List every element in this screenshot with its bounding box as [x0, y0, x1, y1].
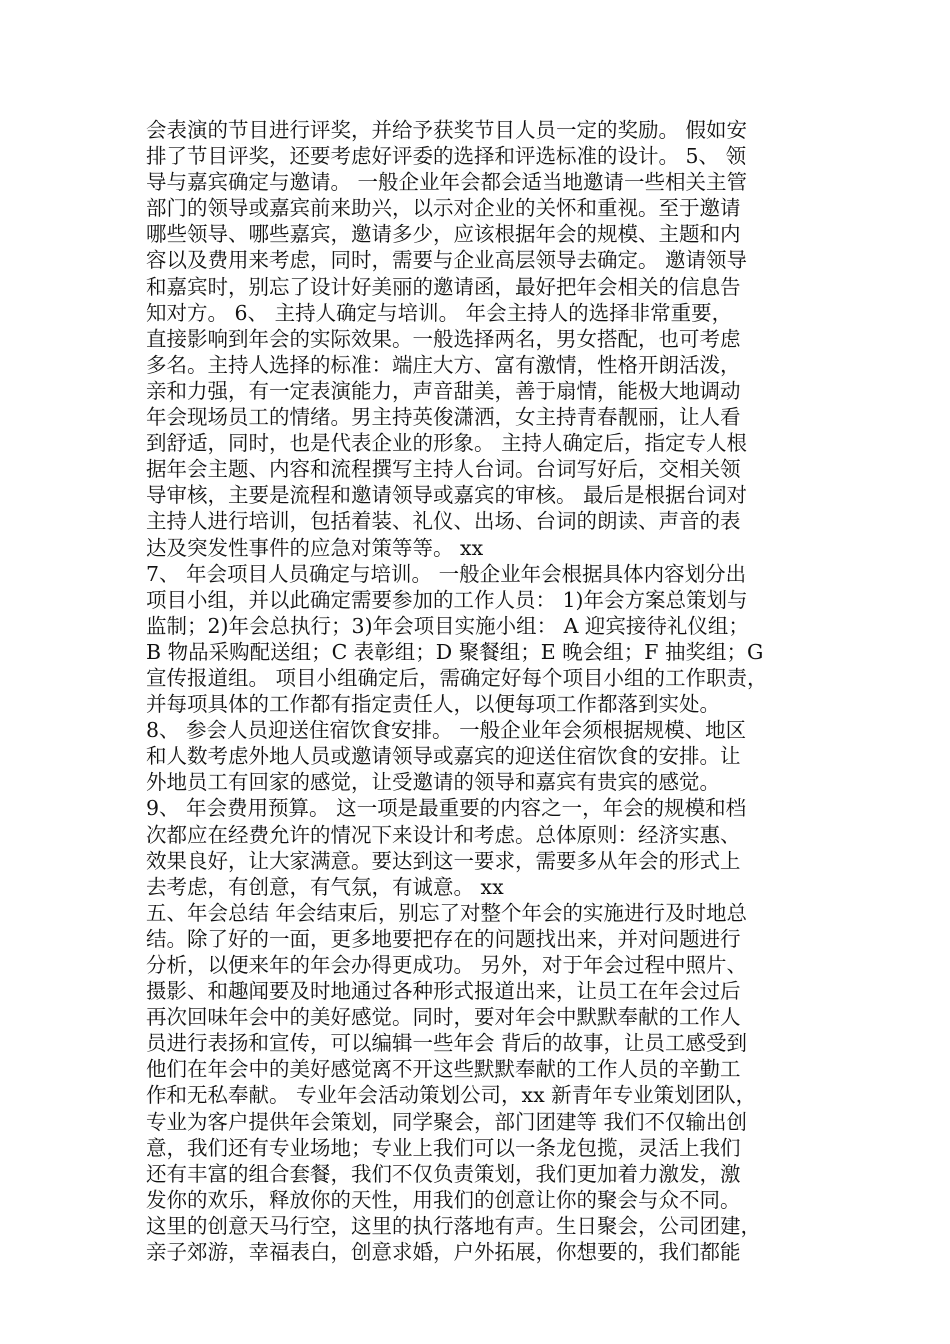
- text-line: 导审核，主要是流程和邀请领导或嘉宾的审核。 最后是根据台词对: [146, 483, 748, 508]
- text-line: 外地员工有回家的感觉，让受邀请的领导和嘉宾有贵宾的感觉。: [146, 770, 720, 795]
- text-line: 他们在年会中的美好感觉离不开这些默默奉献的工作人员的辛勤工: [146, 1057, 741, 1082]
- text-line: 再次回味年会中的美好感觉。同时，要对年会中默默奉献的工作人: [146, 1005, 741, 1030]
- text-line: 意，我们还有专业场地；专业上我们可以一条龙包揽，灵活上我们: [146, 1135, 741, 1160]
- text-line: 直接影响到年会的实际效果。一般选择两名，男女搭配，也可考虑: [146, 326, 741, 351]
- text-line: 和人数考虑外地人员或邀请领导或嘉宾的迎送住宿饮食的安排。让: [146, 744, 741, 769]
- text-line: 亲子郊游，幸福表白，创意求婚，户外拓展，你想要的，我们都能: [146, 1240, 741, 1265]
- text-line: 容以及费用来考虑，同时，需要与企业高层领导去确定。 邀请领导: [146, 248, 748, 273]
- text-line: 9、 年会费用预算。 这一项是最重要的内容之一，年会的规模和档: [146, 796, 747, 821]
- text-line: B 物品采购配送组；C 表彰组；D 聚餐组；E 晚会组；F 抽奖组；G: [146, 639, 764, 664]
- text-line: 次都应在经费允许的情况下来设计和考虑。总体原则：经济实惠、: [146, 822, 741, 847]
- text-line: 专业为客户提供年会策划，同学聚会，部门团建等 我们不仅输出创: [146, 1109, 748, 1134]
- text-line: 摄影、和趣闻要及时地通过各种形式报道出来，让员工在年会过后: [146, 979, 741, 1004]
- text-line: 宣传报道组。 项目小组确定后，需确定好每个项目小组的工作职责，: [146, 665, 768, 690]
- text-line: 并每项具体的工作都有指定责任人，以便每项工作都落到实处。: [146, 692, 720, 717]
- text-line: 监制；2)年会总执行；3)年会项目实施小组： A 迎宾接待礼仪组；: [146, 613, 749, 638]
- text-line: 哪些领导、哪些嘉宾，邀请多少，应该根据年会的规模、主题和内: [146, 222, 741, 247]
- text-line: 作和无私奉献。 专业年会活动策划公司，xx 新青年专业策划团队，: [146, 1083, 757, 1108]
- text-line: 员进行表扬和宣传，可以编辑一些年会 背后的故事，让员工感受到: [146, 1031, 748, 1056]
- text-line: 发你的欢乐，释放你的天性，用我们的创意让你的聚会与众不同。: [146, 1187, 741, 1212]
- document-body: [146, 117, 826, 1265]
- text-line: 项目小组，并以此确定需要参加的工作人员： 1)年会方案总策划与: [146, 587, 748, 612]
- text-line: 五、年会总结 年会结束后，别忘了对整个年会的实施进行及时地总: [146, 900, 748, 925]
- text-line: 分析，以便来年的年会办得更成功。 另外，对于年会过程中照片、: [146, 953, 748, 977]
- text-line: 结。除了好的一面，更多地要把存在的问题找出来，并对问题进行: [146, 926, 741, 951]
- text-line: 这里的创意天马行空，这里的执行落地有声。生日聚会，公司团建，: [146, 1213, 761, 1238]
- text-line: 还有丰富的组合套餐，我们不仅负责策划，我们更加着力激发，激: [146, 1161, 741, 1186]
- text-line: 效果良好，让大家满意。要达到这一要求，需要多从年会的形式上: [146, 848, 741, 873]
- text-line: 主持人进行培训，包括着装、礼仪、出场、台词的朗读、声音的表: [146, 509, 741, 534]
- text-line: 导与嘉宾确定与邀请。 一般企业年会都会适当地邀请一些相关主管: [146, 170, 748, 195]
- text-line: 达及突发性事件的应急对策等等。 xx: [146, 535, 484, 560]
- text-line: 多名。主持人选择的标准：端庄大方、富有激情，性格开朗活泼，: [146, 352, 741, 377]
- text-line: 据年会主题、内容和流程撰写主持人台词。台词写好后，交相关领: [146, 457, 741, 482]
- text-line: 年会现场员工的情绪。男主持英俊潇洒，女主持青春靓丽，让人看: [146, 405, 741, 430]
- text-line: 到舒适，同时，也是代表企业的形象。 主持人确定后，指定专人根: [146, 431, 748, 456]
- text-line: 排了节目评奖，还要考虑好评委的选择和评选标准的设计。 5、 领: [146, 144, 747, 169]
- text-line: 去考虑，有创意，有气氛，有诚意。 xx: [146, 874, 504, 899]
- text-line: 会表演的节目进行评奖，并给予获奖节目人员一定的奖励。 假如安: [146, 118, 748, 142]
- text-line: 知对方。 6、 主持人确定与培训。 年会主持人的选择非常重要，: [146, 300, 733, 325]
- text-line: 和嘉宾时，别忘了设计好美丽的邀请函，最好把年会相关的信息告: [146, 274, 741, 299]
- text-line: 7、 年会项目人员确定与培训。 一般企业年会根据具体内容划分出: [146, 561, 747, 586]
- text-line: 亲和力强，有一定表演能力，声音甜美，善于扇情，能极大地调动: [146, 378, 741, 403]
- text-line: 8、 参会人员迎送住宿饮食安排。 一般企业年会须根据规模、地区: [146, 718, 747, 743]
- text-line: 部门的领导或嘉宾前来助兴，以示对企业的关怀和重视。至于邀请: [146, 196, 741, 221]
